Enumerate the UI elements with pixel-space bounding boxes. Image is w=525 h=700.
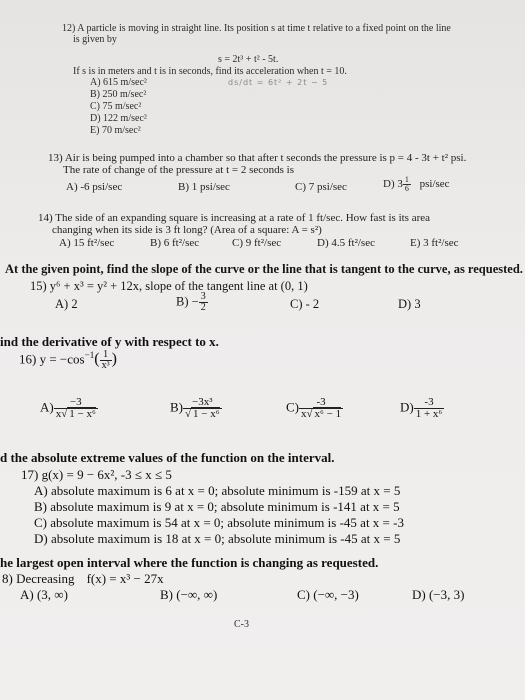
q12-option-e: E) 70 m/sec² <box>90 125 141 136</box>
q15-option-c: C) - 2 <box>290 297 320 311</box>
q13-option-c: C) 7 psi/sec <box>295 181 347 193</box>
q12-handwritten-note: ds/dt = 6t² + 2t − 5 <box>228 78 329 87</box>
q18-option-d: D) (−3, 3) <box>412 587 465 602</box>
q14-option-c: C) 9 ft²/sec <box>232 237 282 249</box>
extreme-section-heading: d the absolute extreme values of the function on the interval. <box>0 450 335 465</box>
q17-option-a: A) absolute maximum is 6 at x = 0; absolute minimum is -159 at x = 5 <box>34 483 401 498</box>
q18-text: 8) Decreasing f(x) = x³ − 27x <box>2 571 164 586</box>
q12-text-line2: is given by <box>73 34 117 45</box>
q16-option-b: B) $\frac{\text{−3x³}}{\text{√ 1 − x⁶}}$ <box>170 396 220 420</box>
q12-option-c: C) 75 m/sec² <box>90 101 142 112</box>
q14-option-a: A) 15 ft²/sec <box>59 237 115 249</box>
q15-option-a: A) 2 <box>55 297 78 311</box>
q17-option-c: C) absolute maximum is 54 at x = 0; absolute minimum is -45 at x = -3 <box>34 515 404 530</box>
q15-option-d: D) 3 <box>398 297 421 311</box>
q18-option-b: B) (−∞, ∞) <box>160 587 218 602</box>
q12-option-a: A) 615 m/sec² <box>90 77 147 88</box>
q12-text-line3: If s is in meters and t is in seconds, find its acceleration when t = 10. <box>73 66 347 77</box>
q12-formula: s = 2t³ + t² - 5t. <box>218 54 279 65</box>
q18-option-a: A) (3, ∞) <box>20 587 68 602</box>
q17-option-b: B) absolute maximum is 9 at x = 0; absolute minimum is -141 at x = 5 <box>34 499 400 514</box>
derivative-section-heading: ind the derivative of y with respect to x. <box>0 334 219 349</box>
q17-text: 17) g(x) = 9 − 6x², -3 ≤ x ≤ 5 <box>21 467 172 482</box>
q15-option-b: B) − $\frac{3}{2}$ <box>176 291 206 313</box>
q14-option-e: E) 3 ft²/sec <box>410 237 459 249</box>
q15-text: 15) y⁶ + x³ = y² + 12x, slope of the tangent line at (0, 1) <box>30 279 308 293</box>
q16-option-a: A) $\frac{-3}{\text{x√ 1 − x⁶}}$ <box>40 396 96 420</box>
q16-text: 16) $y = -\cos^{-1}$( $\frac{1}{\text{x³}}$ ) <box>19 349 117 371</box>
q12-text-line1: 12) A particle is moving in straight line. Its position s at time t relative to a fixed point on the line <box>62 23 451 34</box>
q14-text-line2: changing when its side is 3 ft long? (Area of a square: A = s²) <box>52 224 322 236</box>
page-footer-label: C-3 <box>234 619 249 630</box>
q17-option-d: D) absolute maximum is 18 at x = 0; absolute minimum is -45 at x = 5 <box>34 531 401 546</box>
q13-option-a: A) -6 psi/sec <box>66 181 123 193</box>
q13-text-line1: 13) Air is being pumped into a chamber so that after t seconds the pressure is p = 4 - 3t + t² psi. <box>48 152 467 164</box>
q14-text-line1: 14) The side of an expanding square is increasing at a rate of 1 ft/sec. How fast is its area <box>38 212 431 224</box>
q18-option-c: C) (−∞, −3) <box>297 587 359 602</box>
q14-option-d: D) 4.5 ft²/sec <box>317 237 375 249</box>
q12-option-d: D) 122 m/sec² <box>90 113 147 124</box>
slope-section-heading: At the given point, find the slope of the curve or the line that is tangent to the curve, as requested. <box>5 262 523 276</box>
q12-option-b: B) 250 m/sec² <box>90 89 147 100</box>
q13-text-line2: The rate of change of the pressure at t = 2 seconds is <box>63 164 295 176</box>
q16-option-c: C) $\frac{-3}{\text{x√ x⁶ − 1}}$ <box>286 396 342 420</box>
q14-option-b: B) 6 ft²/sec <box>150 237 200 249</box>
q13-option-d: D) 3 $\frac{1}{6}$ psi/sec <box>383 175 450 193</box>
interval-section-heading: he largest open interval where the function is changing as requested. <box>0 555 379 570</box>
q16-option-d: D) $\frac{-3}{\text{1 + x⁶}}$ <box>400 396 443 420</box>
q13-option-b: B) 1 psi/sec <box>178 181 230 193</box>
